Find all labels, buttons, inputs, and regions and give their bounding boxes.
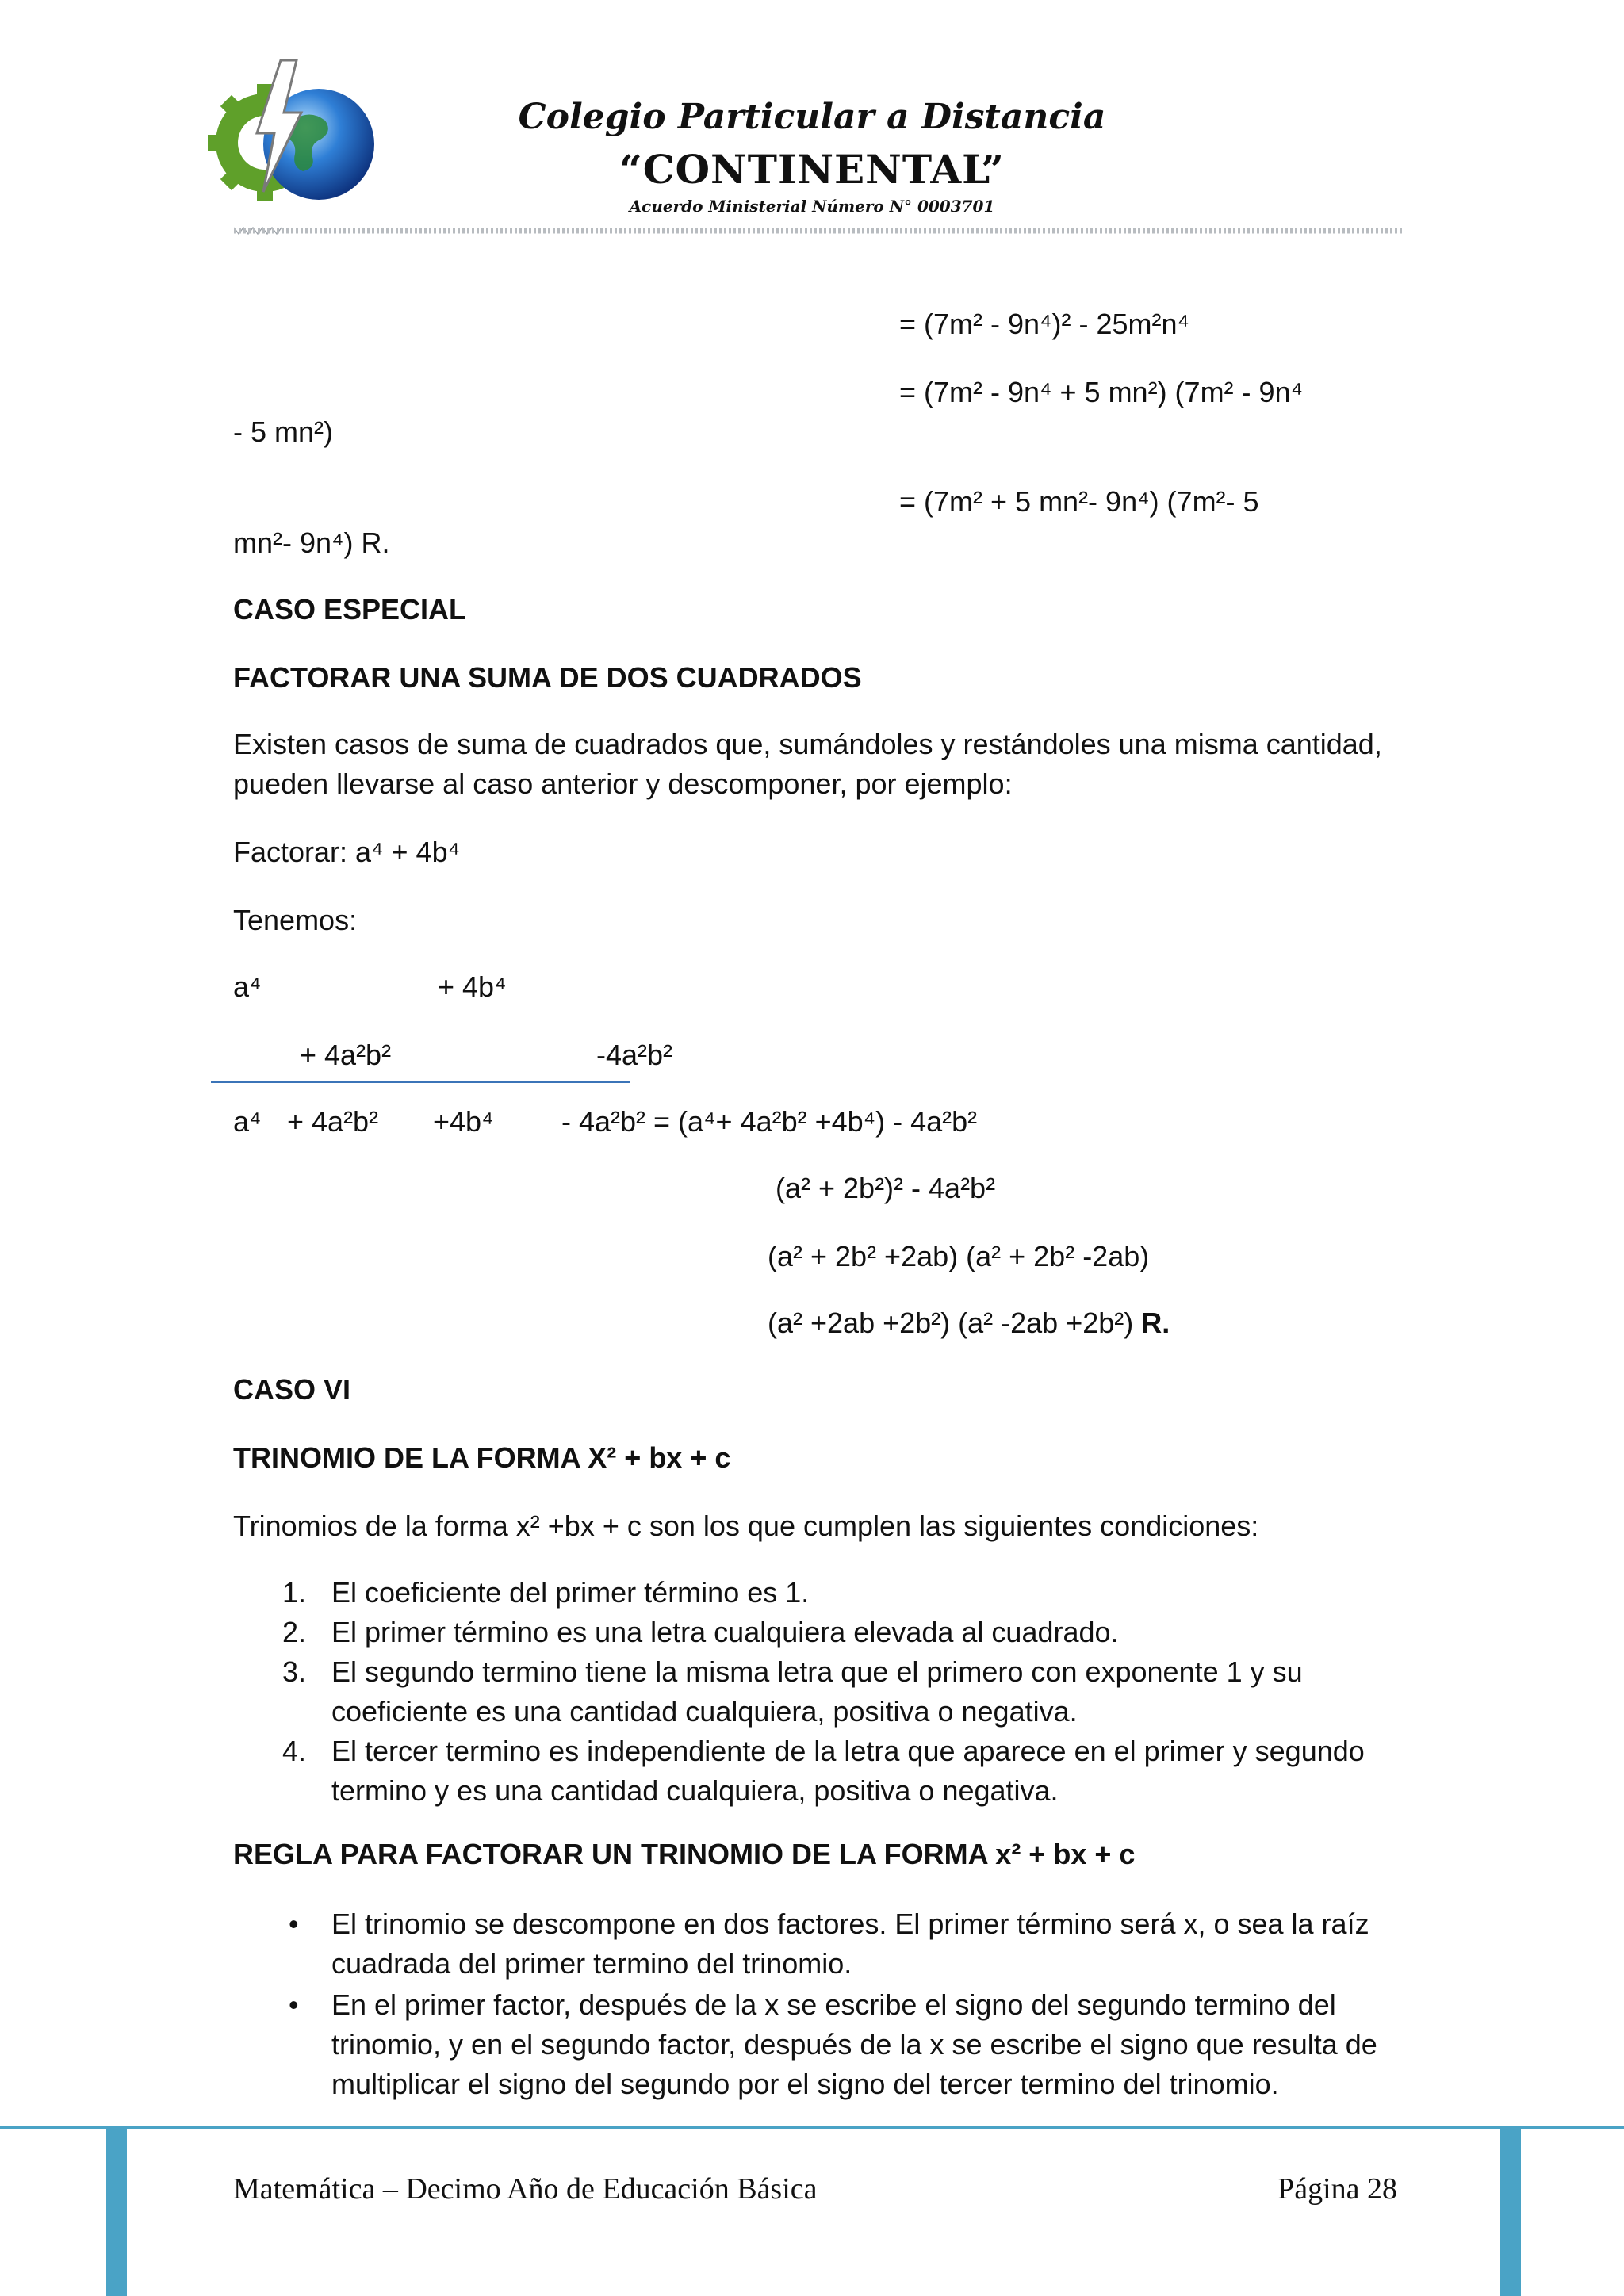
bullet-icon: •: [289, 1908, 299, 1940]
school-logo: [208, 57, 390, 224]
section-heading-special: CASO ESPECIAL: [233, 593, 467, 626]
sum-row3-term-a: a⁴: [233, 1105, 262, 1138]
condition-item: [233, 1652, 1407, 1732]
condition-item: [233, 1732, 1407, 1811]
special-intro-paragraph: Existen casos de suma de cuadrados que, sumándoles y restándoles una misma cantidad, pueden llevarse al caso anterior y descomponer, por ejemplo:: [233, 728, 1382, 800]
rules-list: [233, 1904, 1407, 2104]
condition-marker: 3.: [282, 1655, 307, 1688]
ministerial-agreement: Acuerdo Ministerial Número N° 0003701: [629, 197, 995, 216]
sum-row3-term-c: +4b⁴: [433, 1105, 494, 1138]
school-line: Colegio Particular a Distancia: [518, 97, 1106, 137]
condition-text: El primer término es una letra cualquiera elevada al cuadrado.: [331, 1616, 1119, 1648]
footer-left-bar: [106, 2126, 127, 2296]
step-line-1: [899, 304, 1189, 344]
condition-text: El coeficiente del primer término es 1.: [331, 1576, 810, 1609]
condition-marker: 2.: [282, 1616, 307, 1648]
section-heading-caso-vi: CASO VI: [233, 1373, 351, 1406]
factor-step-3-result-mark: R.: [1141, 1307, 1170, 1339]
factor-step-2: (a² + 2b² +2ab) (a² + 2b² -2ab): [768, 1240, 1150, 1272]
rule-heading: REGLA PARA FACTORAR UN TRINOMIO DE LA FORMA x² + bx + c: [233, 1838, 1136, 1870]
footer-subject: Matemática – Decimo Año de Educación Básica: [233, 2172, 818, 2206]
factor-exercise-label: Factorar: a⁴ + 4b⁴: [233, 836, 461, 868]
footer-right-bar: [1500, 2126, 1521, 2296]
sum-row3-term-d: - 4a²b² = (a⁴+ 4a²b² +4b⁴) - 4a²b²: [561, 1105, 978, 1138]
condition-marker: 1.: [282, 1576, 307, 1609]
section-subheading-trinomio: TRINOMIO DE LA FORMA X² + bx + c: [233, 1441, 731, 1474]
condition-item: [233, 1573, 1407, 1613]
school-name: “CONTINENTAL”: [619, 146, 1005, 193]
sum-row2-term-a: + 4a²b²: [300, 1039, 392, 1071]
header-divider: [234, 225, 1404, 236]
factor-step-3: [768, 1303, 1170, 1343]
step-text-1: = (7m² - 9n⁴)² - 25m²n⁴: [899, 308, 1189, 340]
sum-underline: [211, 1081, 630, 1083]
bullet-icon: •: [289, 1988, 299, 2021]
condition-marker: 4.: [282, 1735, 307, 1767]
step-line-3-continued: mn²- 9n⁴) R.: [233, 526, 390, 559]
sum-row1-term-b: + 4b⁴: [438, 970, 507, 1003]
factor-step-1: (a² + 2b²)² - 4a²b²: [776, 1172, 996, 1204]
footer-divider: [0, 2126, 1624, 2129]
rule-text: En el primer factor, después de la x se escribe el signo del segundo termino del trinomio, y en el segundo factor, después de la x se escribe el signo que resulta de multiplicar el signo del segundo por el signo del tercer termino del trinomio.: [331, 1988, 1377, 2100]
trinomio-intro: Trinomios de la forma x² +bx + c son los que cumplen las siguientes condiciones:: [233, 1510, 1259, 1542]
step-line-2-continued: - 5 mn²): [233, 415, 333, 448]
step-line-3: = (7m² + 5 mn²- 9n⁴) (7m²- 5: [899, 485, 1259, 518]
sum-row3-term-b: + 4a²b²: [287, 1105, 379, 1138]
sum-row1-term-a: a⁴: [233, 970, 262, 1003]
condition-item: [233, 1613, 1407, 1652]
rule-text: El trinomio se descompone en dos factores. El primer término será x, o sea la raíz cuadrada del primer termino del trinomio.: [331, 1908, 1369, 1980]
rule-item: [233, 1985, 1407, 2104]
step-line-2: = (7m² - 9n⁴ + 5 mn²) (7m² - 9n⁴: [899, 376, 1304, 408]
conditions-list: [233, 1573, 1407, 1811]
rule-item: [233, 1904, 1407, 1984]
section-subheading-sum-of-squares: FACTORAR UNA SUMA DE DOS CUADRADOS: [233, 661, 862, 694]
condition-text: El tercer termino es independiente de la letra que aparece en el primer y segundo termino y es una cantidad cualquiera, positiva o negativa.: [331, 1735, 1365, 1807]
page-number: Página 28: [1277, 2172, 1397, 2206]
condition-text: El segundo termino tiene la misma letra que el primero con exponente 1 y su coeficiente es una cantidad cualquiera, positiva o negativa.: [331, 1655, 1303, 1728]
factor-step-3-expression: (a² +2ab +2b²) (a² -2ab +2b²): [768, 1307, 1134, 1339]
tenemos-label: Tenemos:: [233, 904, 358, 936]
sum-row2-term-b: -4a²b²: [596, 1039, 673, 1071]
